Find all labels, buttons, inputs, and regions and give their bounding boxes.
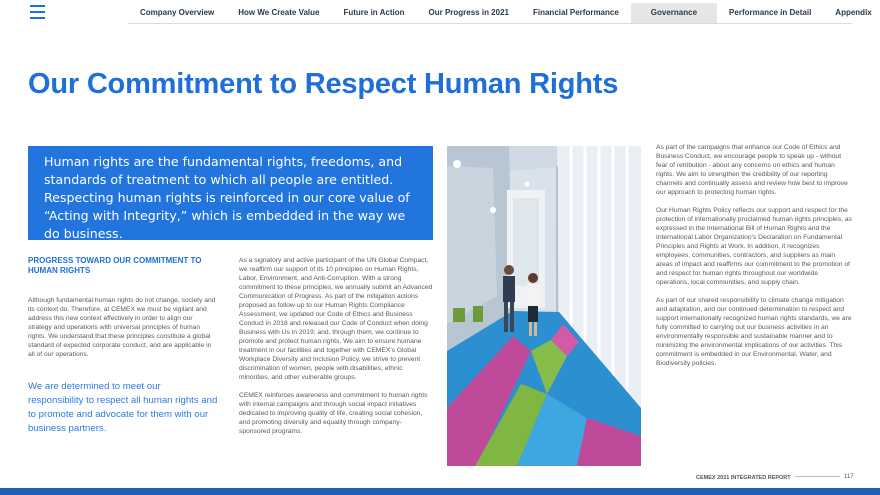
callout-line: “Acting with Integrity,” which is embedded in the way we [44, 208, 406, 223]
body-paragraph: CEMEX reinforces awareness and commitment to human rights with internal campaigns and through social impact initiatives dedicated to improving quality of life, creating social cohesion, and promoting diversity and equality through company-sponsored programs. [239, 392, 428, 435]
right-column [656, 143, 852, 368]
nav-appendix[interactable]: Appendix [835, 8, 872, 17]
nav-financial-performance[interactable]: Financial Performance [532, 8, 619, 17]
footer-bar [0, 488, 880, 495]
nav-governance[interactable]: Governance [631, 3, 717, 23]
top-navigation [128, 3, 872, 24]
page-title: Our Commitment to Respect Human Rights [28, 68, 619, 100]
body-paragraph: As part of our shared responsibility to climate change mitigation and adaptation, and our continued determination to respect and support internationally recognized human rights standards, we are fully committed to carrying out our business activities in an environmentally responsible and sustainable manner and to minimizing the environmental implications of our activities. This commitment is embedded in our Environmental, Water, and Biodiversity policies. [656, 297, 852, 367]
middle-column [239, 256, 433, 436]
section-heading: PROGRESS TOWARD OUR COMMITMENT TO HUMAN RIGHTS [28, 256, 202, 275]
nav-company-overview[interactable]: Company Overview [140, 8, 215, 17]
office-hallway-photo [447, 146, 641, 466]
intro-paragraph: Although fundamental human rights do not change, society and its context do. Therefore, at CEMEX we must be vigilant and address this new context effectively in order to align our strategy and operations with universal principles of human rights. We understand that these principles constitute a global standard of expected corporate conduct, and are applicable in all of our operations. [28, 297, 216, 358]
pull-quote: We are determined to meet our responsibility to respect all human rights and to promote and advocate for them with our business partners. [28, 381, 218, 434]
nav-future-in-action[interactable]: Future in Action [343, 8, 405, 17]
callout-box [28, 146, 433, 240]
nav-how-we-create-value[interactable]: How We Create Value [238, 8, 320, 17]
body-paragraph: As a signatory and active participant of the UN Global Compact, we reaffirm our support of its 10 principles on Human Rights, Labor, Environment, and Anti-Corruption. With a strong commitment to these principles, we annually submit an Advanced Communication of Progress. As part of the mitigation actions proposed as follow-up to our Human Rights Compliance Assessment, we updated our Code of Ethics and Business Conduct in 2018 and released our Code of Conduct when doing Business with Us in 2019; and, through them, we continue to promote and protect human rights. We aim to ensure humane treatment in our facilities and together with CEMEX’s Global Workplace Diversity and Inclusion Policy, we strive to prevent discrimination of women, people with disabilities, ethnic minorities, and other vulnerable groups. [239, 257, 433, 381]
callout-line: standards of treatment to which all people are entitled. [44, 172, 394, 187]
footer-report-title: CEMEX 2021 INTEGRATED REPORT [696, 475, 791, 481]
nav-performance-in-detail[interactable]: Performance in Detail [729, 8, 812, 17]
body-paragraph: As part of the campaigns that enhance our Code of Ethics and Business Conduct, we encourage people to speak up - without fear of retribution - about any concerns on ethics and human rights. We aim to strengthen the credibility of our reporting channels and continually assess and review how best to improve our approach to protecting human rights. [656, 144, 848, 196]
nav-our-progress-2021[interactable]: Our Progress in 2021 [428, 8, 509, 17]
page-number: 117 [844, 474, 854, 480]
callout-line: do business. [44, 226, 123, 241]
body-paragraph: Our Human Rights Policy reflects our support and respect for the protection of internationally proclaimed human rights principles, as expressed in the International Bill of Human Rights and the International Labor Organization’s Declaration on Fundamental Principles and Rights at Work. In addition, it recognizes employees, communities, contractors, and suppliers as main areas of impact and reaffirms our commitment to the promotion of and respect for human rights throughout our worldwide operations, local communities, and supply chain. [656, 207, 852, 286]
left-column [28, 256, 218, 359]
menu-icon[interactable] [30, 5, 45, 19]
footer-divider [795, 476, 840, 477]
callout-line: Human rights are the fundamental rights, freedoms, and [44, 154, 403, 169]
callout-line: Respecting human rights is reinforced in our core value of [44, 190, 410, 205]
